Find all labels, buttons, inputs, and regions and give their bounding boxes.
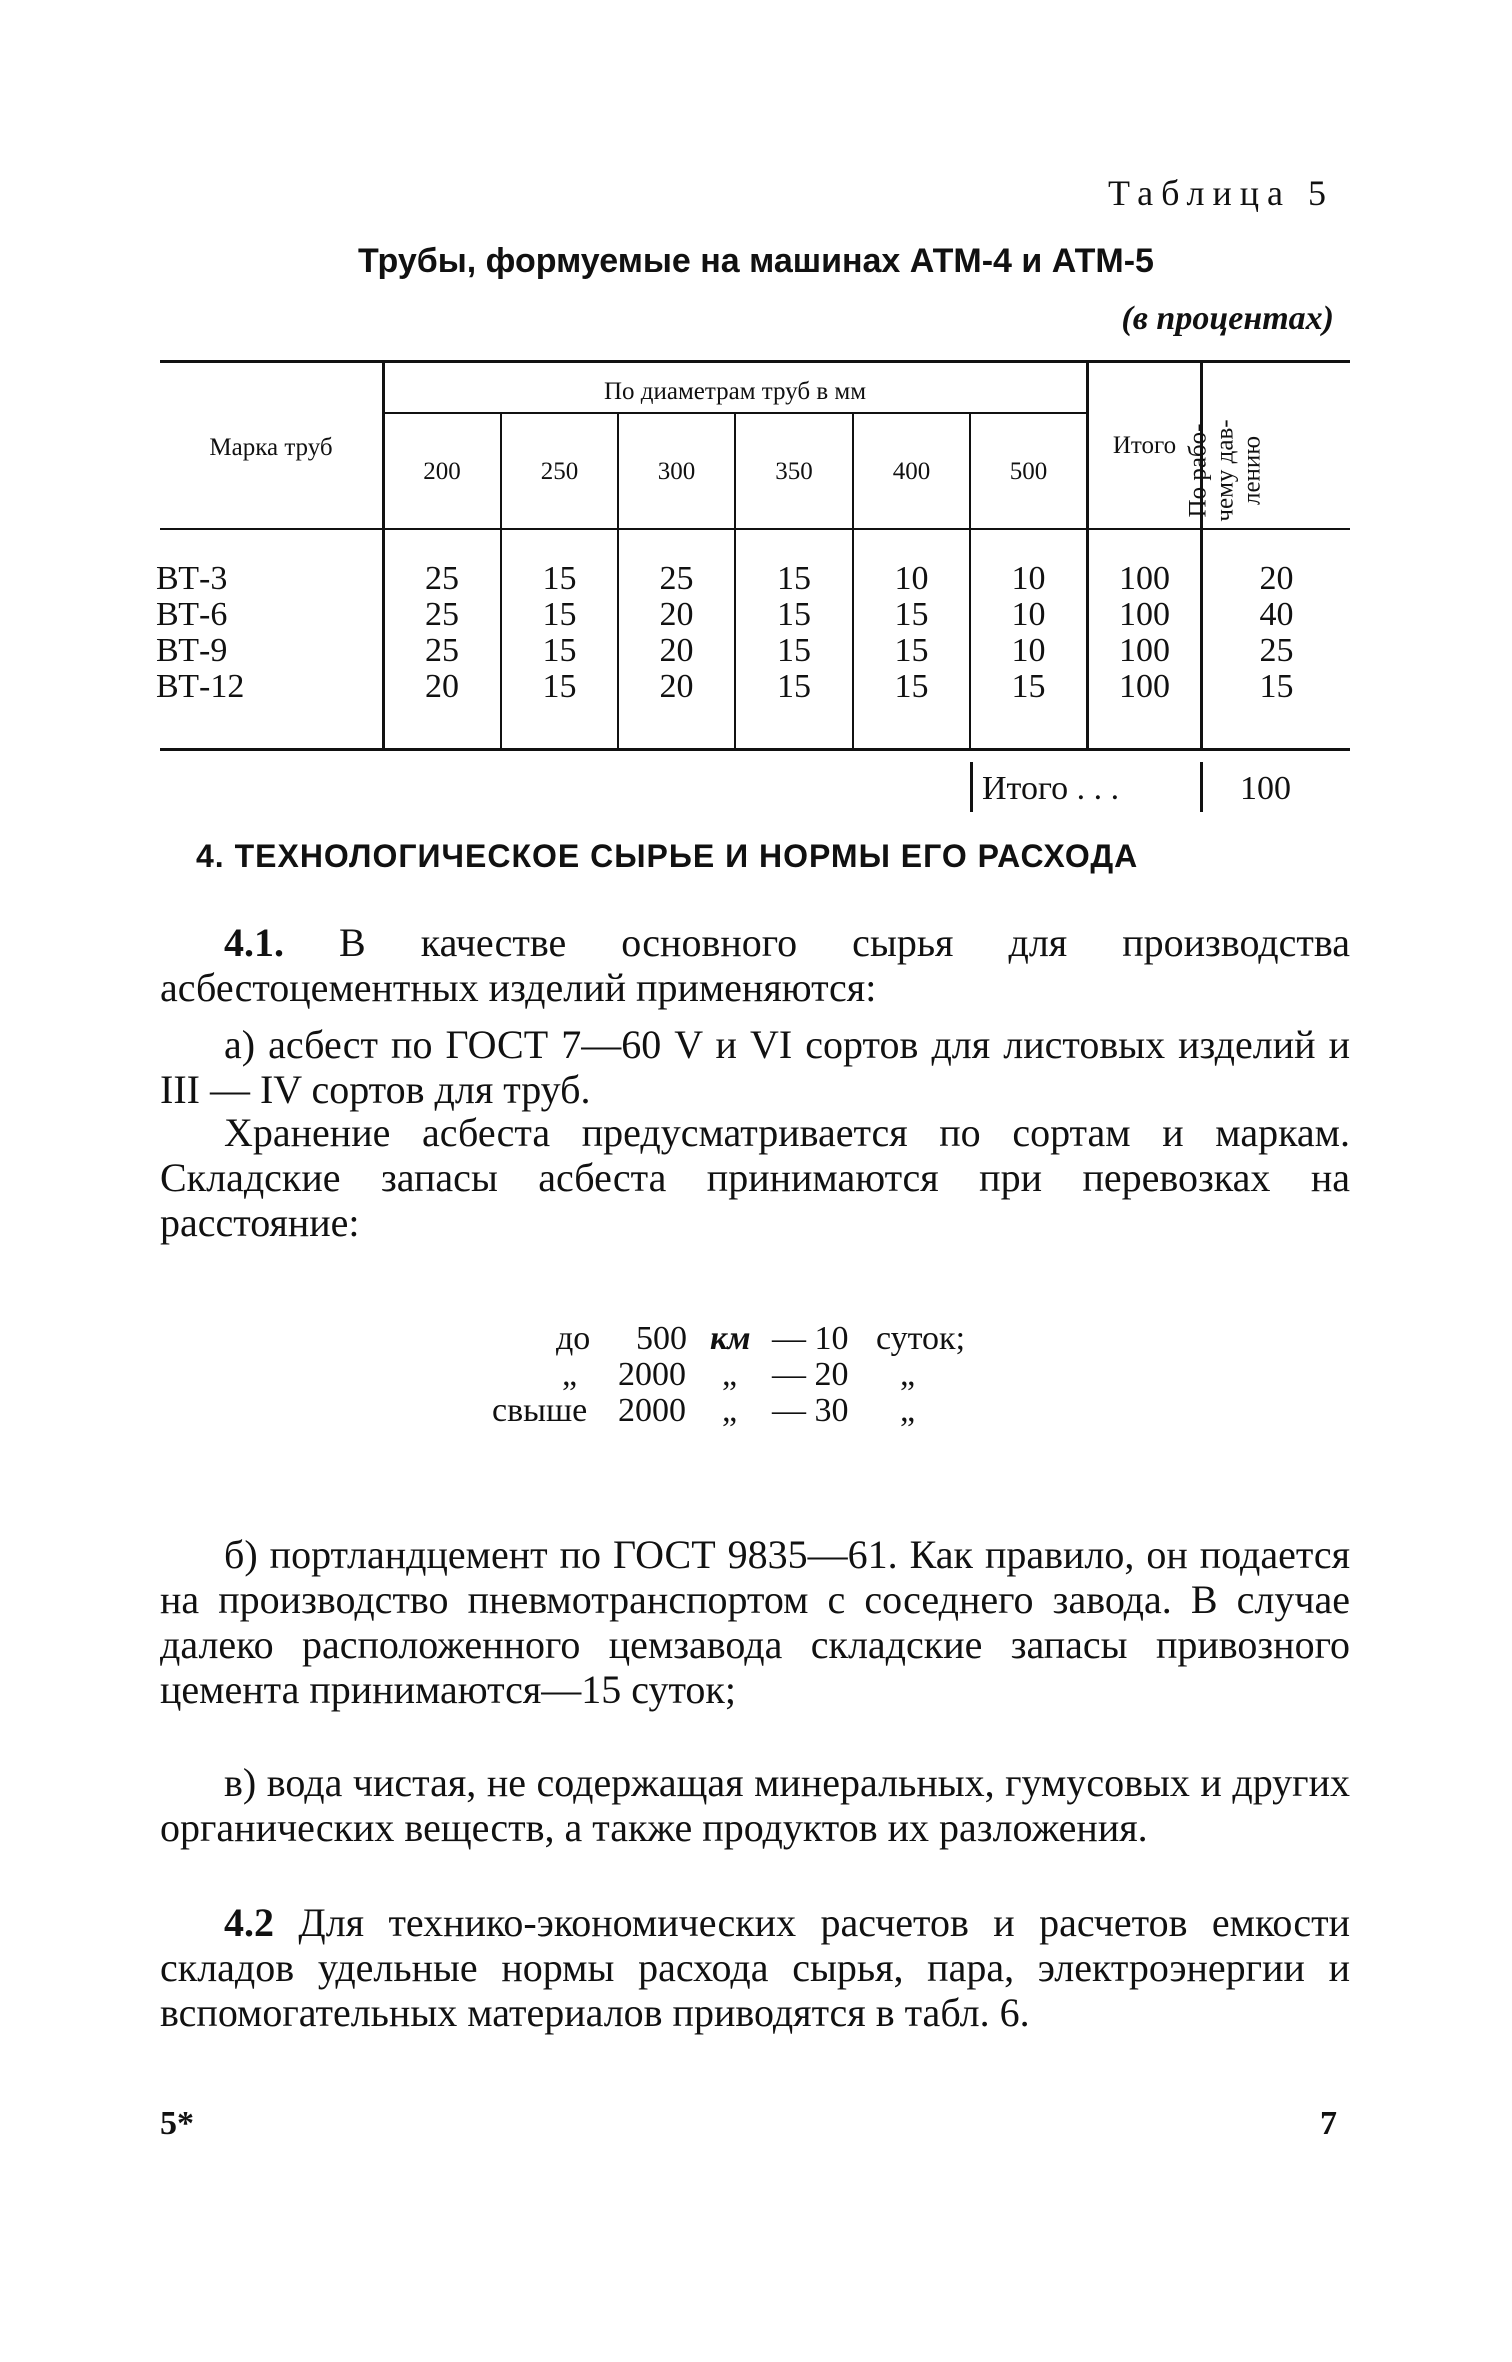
table-bottom-rule xyxy=(160,748,1350,751)
row-cell: 20 xyxy=(659,632,694,669)
paragraph-text: В качестве основного сырья для производства асбестоцементных изделий применяются: xyxy=(160,920,1351,1010)
header-diameter: 250 xyxy=(540,458,579,485)
row-cell: 15 xyxy=(894,632,929,669)
row-cell: 10 xyxy=(1011,560,1046,597)
section-heading: 4. ТЕХНОЛОГИЧЕСКОЕ СЫРЬЕ И НОРМЫ ЕГО РАСХОДА xyxy=(196,838,1139,874)
distance-suffix: „ xyxy=(900,1392,916,1429)
header-brand: Марка труб xyxy=(209,434,333,461)
row-cell: 20 xyxy=(425,668,459,705)
paragraph-v: в) вода чистая, не содержащая минеральных, гумусовых и других органических веществ, а также продуктов их разложения. xyxy=(160,1760,1350,1850)
distance-unit: „ xyxy=(722,1392,738,1429)
row-cell: 15 xyxy=(894,596,929,633)
paragraph-storage: Хранение асбеста предусматривается по сортам и маркам. Складские запасы асбеста принимаются при перевозках на расстояние: xyxy=(160,1110,1350,1245)
row-total: 100 xyxy=(1119,596,1170,633)
row-cell: 15 xyxy=(777,668,811,705)
row-cell: 20 xyxy=(659,596,694,633)
distance-unit: „ xyxy=(722,1356,738,1393)
row-cell: 15 xyxy=(777,560,811,597)
row-cell: 25 xyxy=(425,596,459,633)
row-cell: 25 xyxy=(425,632,459,669)
row-brand: ВТ-12 xyxy=(156,668,245,705)
row-cell: 15 xyxy=(542,632,577,669)
row-cell: 15 xyxy=(777,632,811,669)
table-title: Трубы, формуемые на машинах АТМ-4 и АТМ-5 xyxy=(358,242,1154,280)
footer-rule-right xyxy=(1200,762,1203,812)
paragraph-4-1 xyxy=(160,920,1350,1010)
sheet-signature: 5* xyxy=(160,2105,194,2142)
page-number: 7 xyxy=(1320,2105,1337,2142)
row-cell: 25 xyxy=(425,560,459,597)
paragraph-a: а) асбест по ГОСТ 7—60 V и VI сортов для листовых изделий и III — IV сортов для труб. xyxy=(160,1022,1350,1112)
footer-total-value: 100 xyxy=(1240,770,1291,807)
header-diameter: 200 xyxy=(423,458,461,485)
footer-rule-left xyxy=(970,762,973,812)
header-bottom-rule xyxy=(160,528,1350,530)
paragraph-4-2 xyxy=(160,1900,1350,2035)
row-brand: ВТ-9 xyxy=(156,632,228,669)
distance-prefix: до xyxy=(556,1320,591,1357)
paragraph-text: Для технико-экономических расчетов и расчетов емкости складов удельные нормы расхода сырья, пара, электроэнергии и вспомогательных материалов приводятся в табл. 6. xyxy=(160,1900,1351,2035)
row-cell: 15 xyxy=(777,596,811,633)
paragraph-number: 4.2 xyxy=(224,1900,274,1945)
table-unit: (в процентах) xyxy=(1121,300,1334,337)
row-cell: 25 xyxy=(659,560,694,597)
distance-unit: км xyxy=(710,1320,751,1357)
paragraph-b: б) портландцемент по ГОСТ 9835—61. Как правило, он подается на производство пневмотранспортом с соседнего завода. В случае далеко расположенного цемзавода складские запасы привозного цемента принимаются—15 суток; xyxy=(160,1532,1350,1712)
row-cell: 20 xyxy=(659,668,694,705)
distance-prefix: свыше xyxy=(492,1392,588,1429)
header-diameter: 300 xyxy=(657,458,696,485)
row-cell: 10 xyxy=(894,560,929,597)
row-brand: ВТ-3 xyxy=(156,560,228,597)
row-cell: 15 xyxy=(1011,668,1046,705)
row-cell: 10 xyxy=(1011,632,1046,669)
paragraph-number: 4.1. xyxy=(224,920,284,965)
row-cell: 15 xyxy=(542,596,577,633)
distance-days: — 20 xyxy=(772,1356,849,1393)
footer-total-label: Итого . . . xyxy=(982,770,1120,807)
row-total: 100 xyxy=(1119,668,1170,705)
row-pressure: 40 xyxy=(1259,596,1294,633)
row-cell: 15 xyxy=(894,668,929,705)
table-top-rule xyxy=(160,360,1350,363)
row-pressure: 20 xyxy=(1259,560,1294,597)
header-diameter: 350 xyxy=(775,458,813,485)
row-total: 100 xyxy=(1119,560,1170,597)
row-cell: 15 xyxy=(542,668,577,705)
header-diameter: 400 xyxy=(892,458,931,485)
row-cell: 15 xyxy=(542,560,577,597)
header-diameter: 500 xyxy=(1009,458,1048,485)
row-cell: 10 xyxy=(1011,596,1046,633)
distance-value: 2000 xyxy=(618,1392,686,1429)
distance-days: — 10 xyxy=(772,1320,849,1357)
distance-suffix: суток; xyxy=(876,1320,966,1357)
header-working-pressure: По рабо- чему дав- лению xyxy=(1184,419,1266,522)
distance-value: 2000 xyxy=(618,1356,686,1393)
row-pressure: 15 xyxy=(1259,668,1294,705)
distance-days: — 30 xyxy=(772,1392,849,1429)
row-total: 100 xyxy=(1119,632,1170,669)
row-pressure: 25 xyxy=(1259,632,1294,669)
distance-prefix: „ xyxy=(562,1356,578,1393)
table-number: Таблица 5 xyxy=(1108,173,1334,213)
distance-suffix: „ xyxy=(900,1356,916,1393)
distance-value: 500 xyxy=(636,1320,687,1357)
header-diameters-group: По диаметрам труб в мм xyxy=(603,378,867,405)
header-total: Итого xyxy=(1112,432,1177,459)
row-brand: ВТ-6 xyxy=(156,596,228,633)
